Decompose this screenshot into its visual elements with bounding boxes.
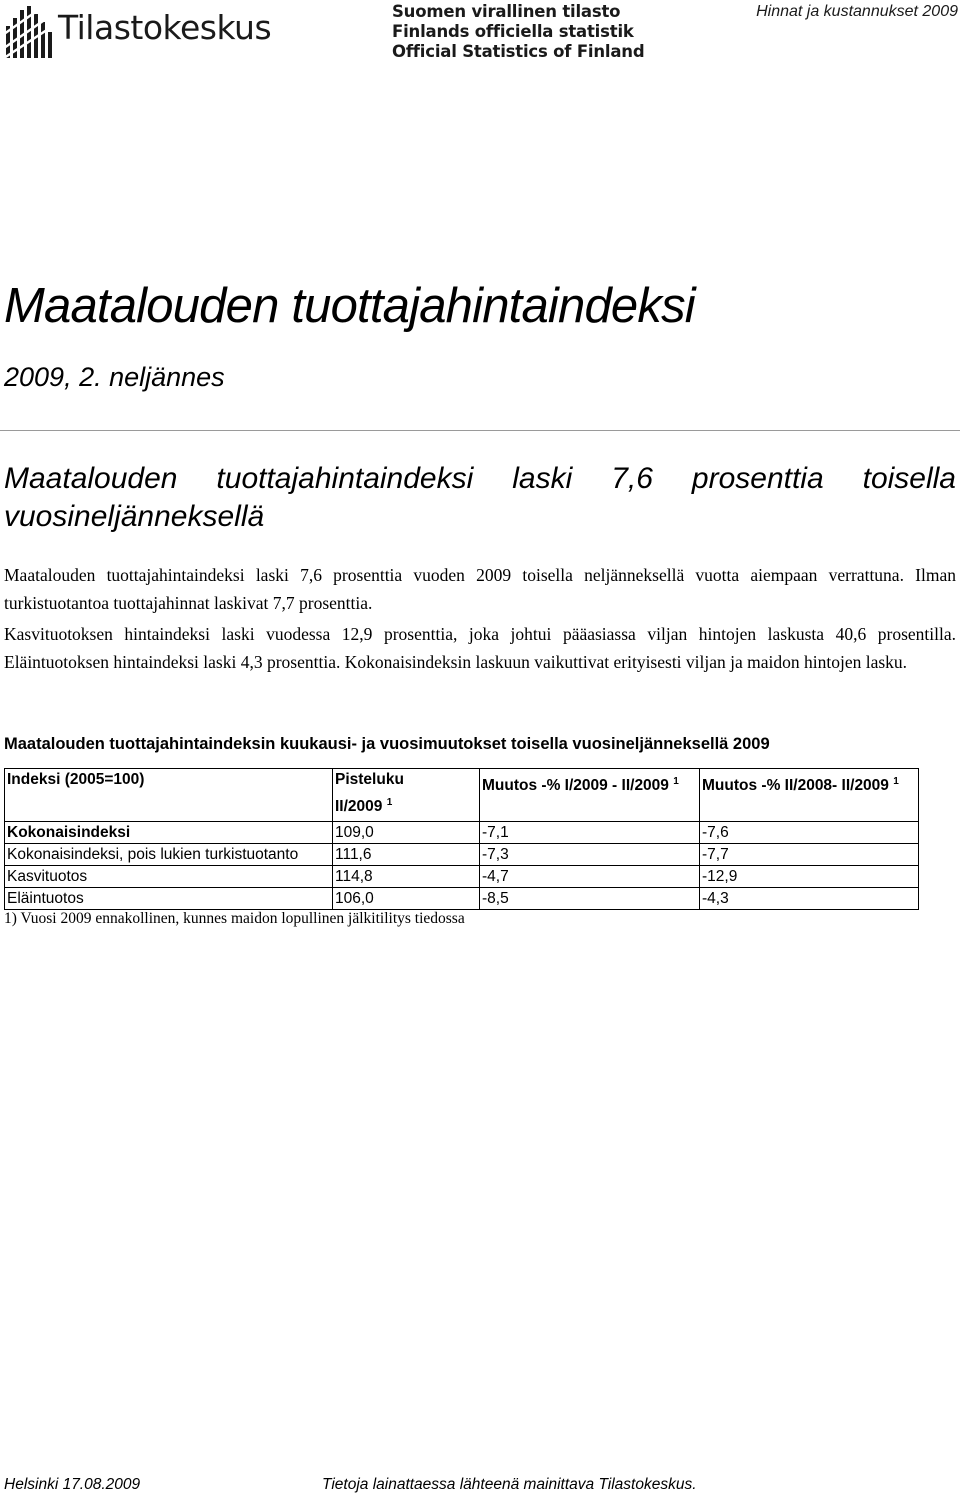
row-value: 109,0 [333,822,480,844]
logo-wordmark: Tilastokeskus [58,8,272,47]
body-paragraph: Maatalouden tuottajahintaindeksi laski 7,6 prosenttia vuoden 2009 toisella neljänneksellä vuotta aiempaan verrattuna. Ilman turkistuotantoa tuottajahinnat laskivat 7,7 prosenttia. [4,565,956,613]
row-name: Kasvituotos [5,866,333,888]
page-header [0,0,960,70]
table-title: Maatalouden tuottajahintaindeksin kuukausi- ja vuosimuutokset toisella vuosineljänneksellä 2009 [4,735,770,753]
table-row [5,844,919,866]
divider [0,430,960,431]
row-name: Kokonaisindeksi, pois lukien turkistuotanto [5,844,333,866]
row-quarter-change: -7,1 [480,822,700,844]
header-points: Pisteluku II/2009 $^1$ [333,769,480,822]
index-table [4,768,919,910]
footer-date: Helsinki 17.08.2009 [4,1476,141,1493]
row-name: Kokonaisindeksi [5,822,333,844]
row-year-change: -12,9 [700,866,919,888]
row-value: 114,8 [333,866,480,888]
period-label: 2009, 2. neljännes [4,362,225,392]
header-year-change: Muutos -% II/2008- II/2009 $^1$ [700,769,919,822]
header-index: Indeksi (2005=100) [5,769,333,822]
row-value: 111,6 [333,844,480,866]
table-footnote: 1) Vuosi 2009 ennakollinen, kunnes maidon lopullinen jälkitilitys tiedossa [4,910,465,927]
row-value: 106,0 [333,888,480,910]
header-quarter-change: Muutos -% I/2009 - II/2009 $^1$ [480,769,700,822]
row-name: Eläintuotos [5,888,333,910]
series-label: Hinnat ja kustannukset 2009 [756,3,958,20]
headline: Maatalouden tuottajahintaindeksi laski 7,6 prosenttia toisella vuosineljänneksellä [4,462,956,533]
official-line-en: Official Statistics of Finland [392,42,645,61]
table-row [5,822,919,844]
tilastokeskus-logo-icon [4,4,56,60]
official-line-fi: Suomen virallinen tilasto [392,2,621,21]
body-paragraph: Kasvituotoksen hintaindeksi laski vuodessa 12,9 prosenttia, joka johtui pääasiassa viljan hintojen laskusta 40,6 prosentilla. Eläintuotoksen hintaindeksi laski 4,3 prosenttia. Kokonaisindeksin laskuun vaikuttivat erityisesti viljan ja maidon hintojen lasku. [4,624,956,672]
page-title: Maatalouden tuottajahintaindeksi [4,279,695,333]
row-year-change: -7,7 [700,844,919,866]
table-header-row [5,769,919,822]
table-row [5,866,919,888]
footer-citation: Tietoja lainattaessa lähteenä mainittava Tilastokeskus. [322,1476,697,1493]
official-line-sv: Finlands officiella statistik [392,22,634,41]
row-year-change: -7,6 [700,822,919,844]
row-quarter-change: -4,7 [480,866,700,888]
row-quarter-change: -8,5 [480,888,700,910]
row-year-change: -4,3 [700,888,919,910]
row-quarter-change: -7,3 [480,844,700,866]
official-statistics-label [392,2,644,62]
table-row [5,888,919,910]
